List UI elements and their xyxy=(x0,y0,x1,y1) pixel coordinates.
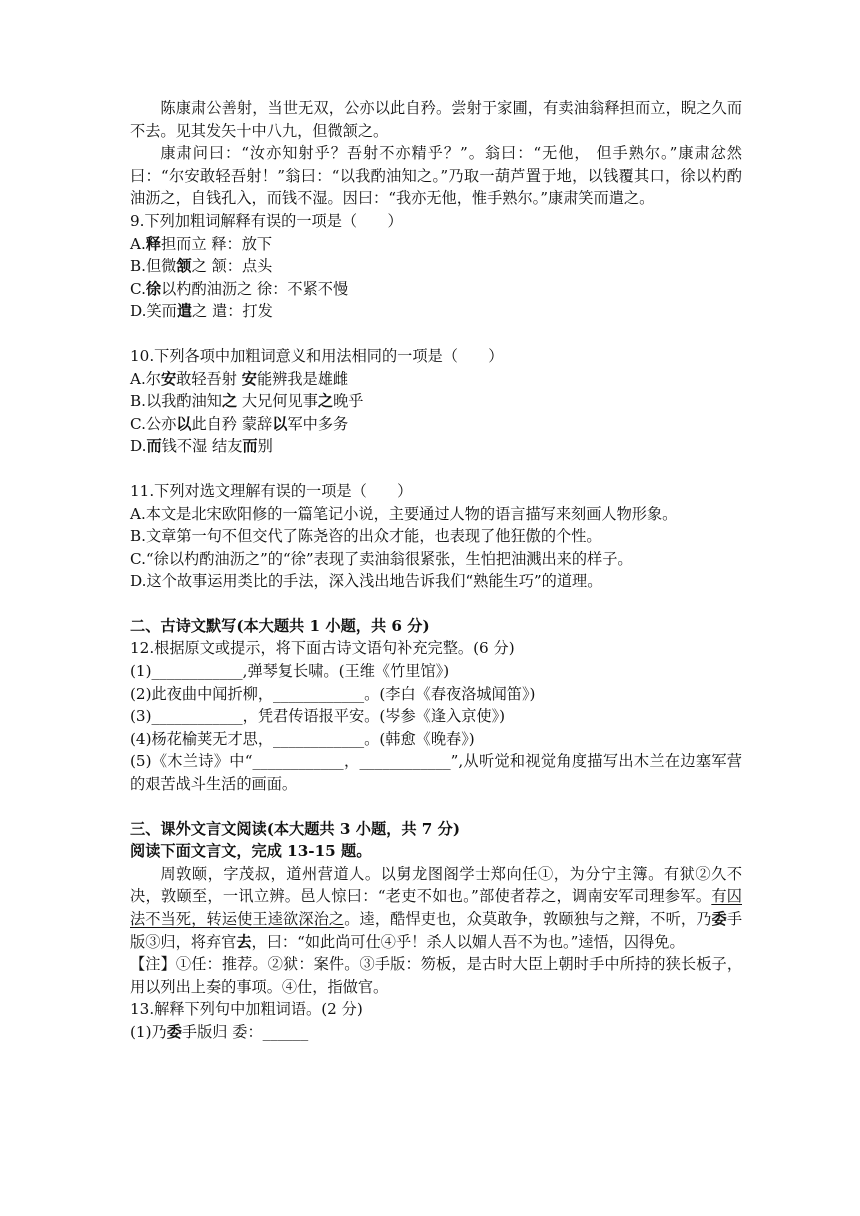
question-9-option-c: C.徐以杓酌油沥之 徐：不紧不慢 xyxy=(130,279,349,298)
spacer xyxy=(130,458,742,480)
question-10-option-d: D.而钱不湿 结友而别 xyxy=(130,437,273,456)
question-11-option-d: D.这个故事运用类比的手法，深入浅出地告诉我们“熟能生巧”的道理。 xyxy=(130,572,603,591)
spacer xyxy=(130,796,742,818)
question-12-stem: 12.根据原文或提示，将下面古诗文语句补充完整。(6 分) xyxy=(130,639,515,658)
question-12-item-3: (3)____________，凭君传语报平安。(岑参《逢入京使》) xyxy=(130,707,506,726)
passage-2-note: 【注】①任：推荐。②狱：案件。③手版：笏板，是古时大臣上朝时手中所持的狭长板子，用以列出上奏的事项。④仕，指做官。 xyxy=(130,955,742,996)
underlined-sentence: 有囚法不当死，转运使王逵欲深治之 xyxy=(130,887,742,928)
question-11-option-b: B.文章第一句不但交代了陈尧咨的出众才能，也表现了他狂傲的个性。 xyxy=(130,527,602,546)
passage-paragraph-1: 陈康肃公善射，当世无双，公亦以此自矜。尝射于家圃，有卖油翁释担而立，睨之久而不去。见其发矢十中八九，但微颔之。 xyxy=(130,99,742,140)
question-10-option-b: B.以我酌油知之 大兄何见事之晚乎 xyxy=(130,392,364,411)
question-9-option-d: D.笑而遣之 遣：打发 xyxy=(130,302,273,321)
question-12-item-1: (1)____________,弹琴复长啸。(王维《竹里馆》) xyxy=(130,662,450,681)
question-9-option-a: A.释担而立 释：放下 xyxy=(130,234,273,253)
section-2-heading: 二、古诗文默写(本大题共 1 小题，共 6 分) xyxy=(130,616,430,635)
passage-paragraph-2: 康肃问曰：“汝亦知射乎？吾射不亦精乎？”。翁曰：“无他， 但手熟尔。”康肃忿然曰：“尔安敢轻吾射！”翁曰：“以我酌油知之。”乃取一葫芦置于地，以钱覆其口，徐以杓酌油沥之，自钱孔入，而钱不湿。因曰：“我亦无他，惟手熟尔。”康肃笑而遣之。 xyxy=(130,144,742,208)
spacer xyxy=(130,593,742,615)
question-9-stem: 9.下列加粗词解释有误的一项是（ ） xyxy=(130,211,403,230)
section-3-instruction: 阅读下面文言文，完成 13-15 题。 xyxy=(130,842,372,861)
question-12-item-2: (2)此夜曲中闻折柳，____________。(李白《春夜洛城闻笛》) xyxy=(130,684,536,703)
question-12-item-4: (4)杨花榆荚无才思，____________。(韩愈《晚春》) xyxy=(130,729,475,748)
question-10-option-c: C.公亦以此自矜 蒙辞以军中多务 xyxy=(130,414,349,433)
spacer xyxy=(130,323,742,345)
question-11-option-c: C.“徐以杓酌油沥之”的“徐”表现了卖油翁很紧张，生怕把油溅出来的样子。 xyxy=(130,549,633,568)
question-11-option-a: A.本文是北宋欧阳修的一篇笔记小说，主要通过人物的语言描写来刻画人物形象。 xyxy=(130,504,678,523)
question-11-stem: 11.下列对选文理解有误的一项是（ ） xyxy=(130,481,413,500)
question-10-option-a: A.尔安敢轻吾射 安能辨我是雄雌 xyxy=(130,369,349,388)
question-13-stem: 13.解释下列句中加粗词语。(2 分) xyxy=(130,1000,363,1019)
question-10-stem: 10.下列各项中加粗词意义和用法相同的一项是（ ） xyxy=(130,346,504,365)
passage-2-paragraph: 周敦颐，字茂叔，道州营道人。以舅龙图阁学士郑向任①，为分宁主簿。有狱②久不决，敦颐至，一讯立辨。邑人惊曰：“老吏不如也。”部使者荐之，调南安军司理参军。有囚法不当死，转运使王逵欲深治之。逵，酷悍吏也，众莫敢争，敦颐独与之辩，不听，乃委手版③归，将弃官去，曰：“如此尚可仕④乎！杀人以媚人吾不为也。”逵悟，囚得免。 xyxy=(130,864,743,951)
question-9-option-b: B.但微颔之 颔：点头 xyxy=(130,257,273,276)
question-12-item-5: (5)《木兰诗》中“____________，____________”,从听觉和视觉角度描写出木兰在边塞军营的艰苦战斗生活的画面。 xyxy=(130,752,742,794)
question-13-item-1: (1)乃委手版归 委：______ xyxy=(130,1022,309,1041)
section-3-heading: 三、课外文言文阅读(本大题共 3 小题，共 7 分) xyxy=(130,819,461,838)
exam-page xyxy=(130,97,742,1044)
